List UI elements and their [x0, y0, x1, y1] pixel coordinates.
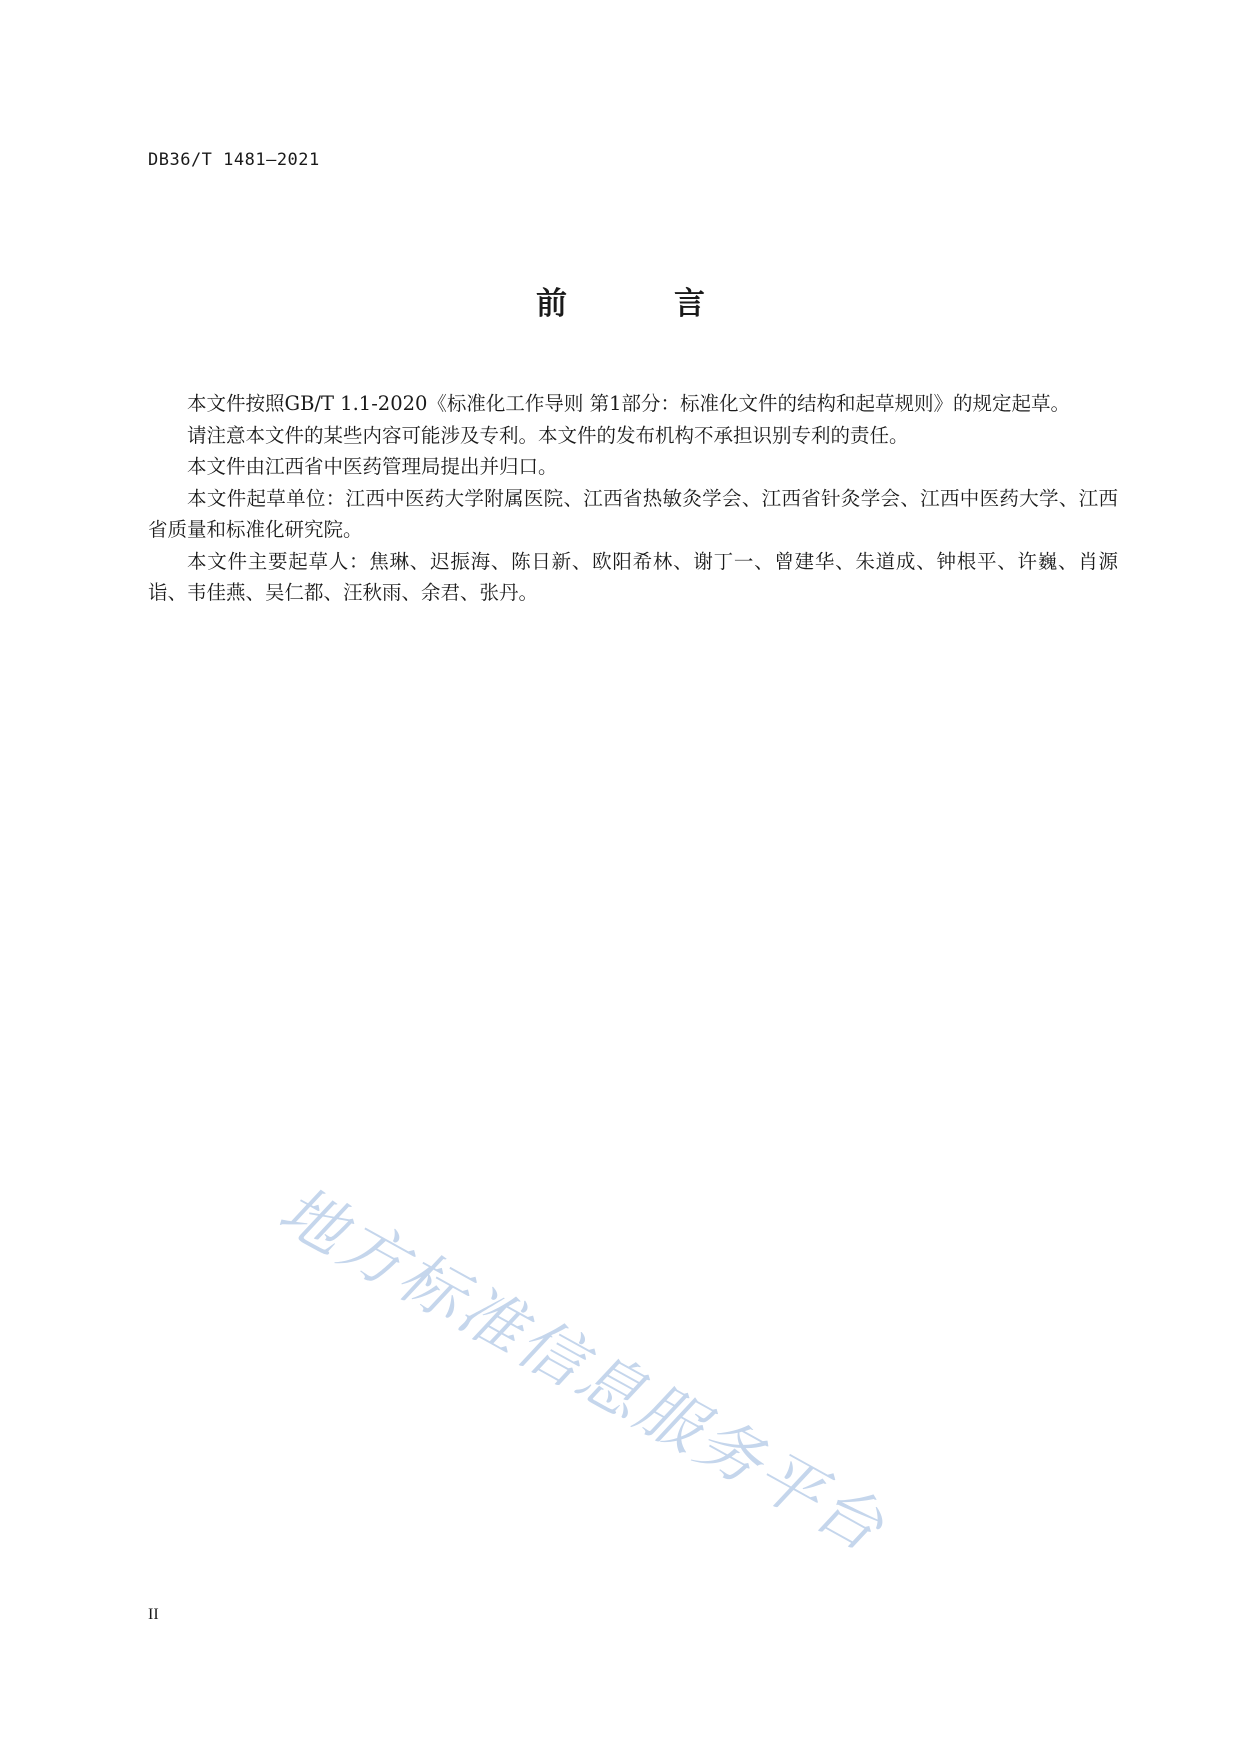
page-title: 前 言 — [536, 286, 743, 322]
foreword-body — [148, 388, 1118, 609]
paragraph-proposer: 本文件由江西省中医药管理局提出并归口。 — [187, 455, 558, 478]
paragraph-drafters: 本文件主要起草人：焦琳、迟振海、陈日新、欧阳希林、谢丁一、曾建华、朱道成、钟根平、许巍、肖源诣、韦佳燕、吴仁都、汪秋雨、余君、张丹。 — [148, 549, 1118, 604]
paragraph-patent-notice: 请注意本文件的某些内容可能涉及专利。本文件的发布机构不承担识别专利的责任。 — [187, 423, 909, 447]
paragraph-drafting-basis: 本文件按照GB/T 1.1-2020《标准化工作导则 第1部分：标准化文件的结构和起草规则》的规定起草。 — [187, 392, 1071, 415]
paragraph-drafting-units: 本文件起草单位：江西中医药大学附属医院、江西省热敏灸学会、江西省针灸学会、江西中医药大学、江西省质量和标准化研究院。 — [148, 486, 1118, 541]
standard-code: DB36/T 1481—2021 — [148, 150, 320, 170]
watermark: 地方标准信息服务平台 — [266, 1173, 898, 1568]
page-number: II — [148, 1606, 159, 1623]
